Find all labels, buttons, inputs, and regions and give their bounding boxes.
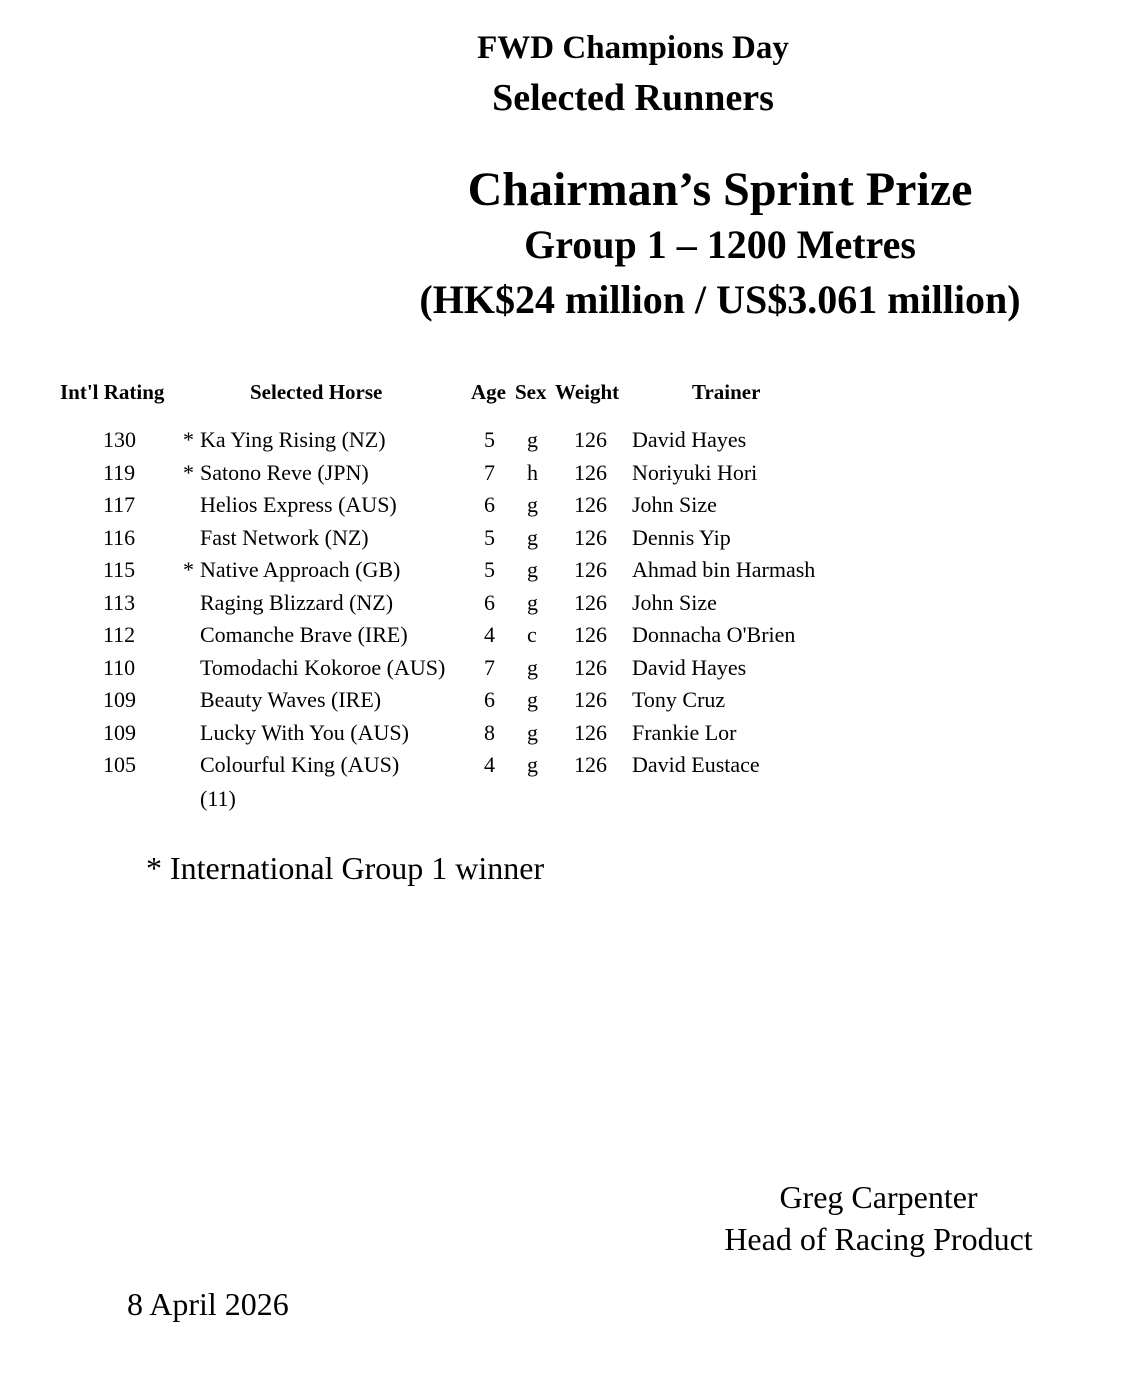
rating-cell: 109 <box>103 687 136 712</box>
rating-cell: 117 <box>103 492 136 517</box>
column-header-sex: Sex <box>515 380 547 404</box>
table-row <box>0 622 1136 654</box>
table-row <box>0 557 1136 589</box>
trainer-cell: David Eustace <box>632 752 760 777</box>
weight-cell: 126 <box>574 654 607 680</box>
sex-cell: g <box>527 557 538 582</box>
table-row <box>0 590 1136 622</box>
race-purse: (HK$24 million / US$3.061 million) <box>419 277 1021 322</box>
table-row <box>0 460 1136 492</box>
sex-cell: g <box>527 589 538 615</box>
age-cell: 6 <box>484 687 495 712</box>
rating-cell: 105 <box>103 752 136 777</box>
column-header-weight: Weight <box>555 380 620 404</box>
trainer-cell: John Size <box>632 492 717 517</box>
age-cell: 7 <box>484 459 495 485</box>
table-row <box>0 655 1136 687</box>
horse-name-cell: Raging Blizzard (NZ) <box>200 589 394 615</box>
signatory <box>706 1176 1051 1260</box>
race-grade: Group 1 – 1200 Metres <box>524 222 916 267</box>
horse-name-cell: Tomodachi Kokoroe (AUS) <box>200 654 446 680</box>
trainer-cell: Frankie Lor <box>632 719 737 745</box>
trainer-cell: John Size <box>632 589 717 615</box>
age-cell: 5 <box>484 427 495 452</box>
g1-winner-mark: * <box>183 459 194 485</box>
horse-name-cell: Satono Reve (JPN) <box>200 459 369 485</box>
rating-cell: 115 <box>103 557 136 582</box>
sex-cell: h <box>527 459 538 485</box>
rating-cell: 130 <box>103 427 136 452</box>
age-cell: 6 <box>484 492 495 517</box>
horse-name-cell: Colourful King (AUS) <box>200 752 400 777</box>
weight-cell: 126 <box>574 557 607 582</box>
rating-cell: 116 <box>103 524 136 550</box>
table-row <box>0 525 1136 557</box>
signatory-name: Greg Carpenter <box>779 1179 978 1215</box>
weight-cell: 126 <box>574 752 607 777</box>
trainer-cell: Noriyuki Hori <box>632 459 758 485</box>
table-row <box>0 687 1136 719</box>
column-header-horse: Selected Horse <box>250 380 383 404</box>
signatory-title: Head of Racing Product <box>724 1221 1033 1257</box>
horse-name-cell: Fast Network (NZ) <box>200 524 369 550</box>
g1-winner-mark: * <box>183 427 194 452</box>
sex-cell: g <box>527 687 538 712</box>
sex-cell: g <box>527 524 538 550</box>
document-date: 8 April 2026 <box>127 1286 289 1322</box>
age-cell: 4 <box>484 752 495 777</box>
horse-name-cell: Comanche Brave (IRE) <box>200 622 408 647</box>
footnote: * International Group 1 winner <box>146 850 545 886</box>
sex-cell: g <box>527 752 538 777</box>
weight-cell: 126 <box>574 524 607 550</box>
trainer-cell: Tony Cruz <box>632 687 726 712</box>
column-header-age: Age <box>471 380 506 404</box>
table-row <box>0 720 1136 752</box>
sex-cell: g <box>527 719 538 745</box>
trainer-cell: David Hayes <box>632 654 747 680</box>
event-name: FWD Champions Day <box>477 30 789 66</box>
rating-cell: 112 <box>103 622 136 647</box>
age-cell: 6 <box>484 589 495 615</box>
table-row <box>0 427 1136 459</box>
trainer-cell: Donnacha O'Brien <box>632 622 796 647</box>
horse-name-cell: Helios Express (AUS) <box>200 492 397 517</box>
weight-cell: 126 <box>574 719 607 745</box>
runner-count: (11) <box>200 786 236 811</box>
age-cell: 5 <box>484 524 495 550</box>
weight-cell: 126 <box>574 459 607 485</box>
sex-cell: c <box>527 622 537 647</box>
rating-cell: 113 <box>103 589 136 615</box>
trainer-cell: Ahmad bin Harmash <box>632 557 816 582</box>
race-name: Chairman’s Sprint Prize <box>467 163 973 216</box>
g1-winner-mark: * <box>183 557 194 582</box>
age-cell: 8 <box>484 719 495 745</box>
sex-cell: g <box>527 654 538 680</box>
column-header-rating: Int'l Rating <box>60 380 165 404</box>
trainer-cell: David Hayes <box>632 427 747 452</box>
trainer-cell: Dennis Yip <box>632 524 731 550</box>
weight-cell: 126 <box>574 492 607 517</box>
table-row <box>0 752 1136 784</box>
weight-cell: 126 <box>574 589 607 615</box>
weight-cell: 126 <box>574 427 607 452</box>
weight-cell: 126 <box>574 622 607 647</box>
event-subtitle: Selected Runners <box>492 77 774 119</box>
table-row <box>0 492 1136 524</box>
column-header-trainer: Trainer <box>692 380 761 404</box>
horse-name-cell: Native Approach (GB) <box>200 557 401 582</box>
weight-cell: 126 <box>574 687 607 712</box>
rating-cell: 109 <box>103 719 136 745</box>
age-cell: 4 <box>484 622 495 647</box>
horse-name-cell: Beauty Waves (IRE) <box>200 687 382 712</box>
age-cell: 5 <box>484 557 495 582</box>
age-cell: 7 <box>484 654 495 680</box>
rating-cell: 110 <box>103 654 136 680</box>
sex-cell: g <box>527 427 538 452</box>
horse-name-cell: Ka Ying Rising (NZ) <box>200 427 386 452</box>
horse-name-cell: Lucky With You (AUS) <box>200 719 409 745</box>
sex-cell: g <box>527 492 538 517</box>
rating-cell: 119 <box>103 459 136 485</box>
